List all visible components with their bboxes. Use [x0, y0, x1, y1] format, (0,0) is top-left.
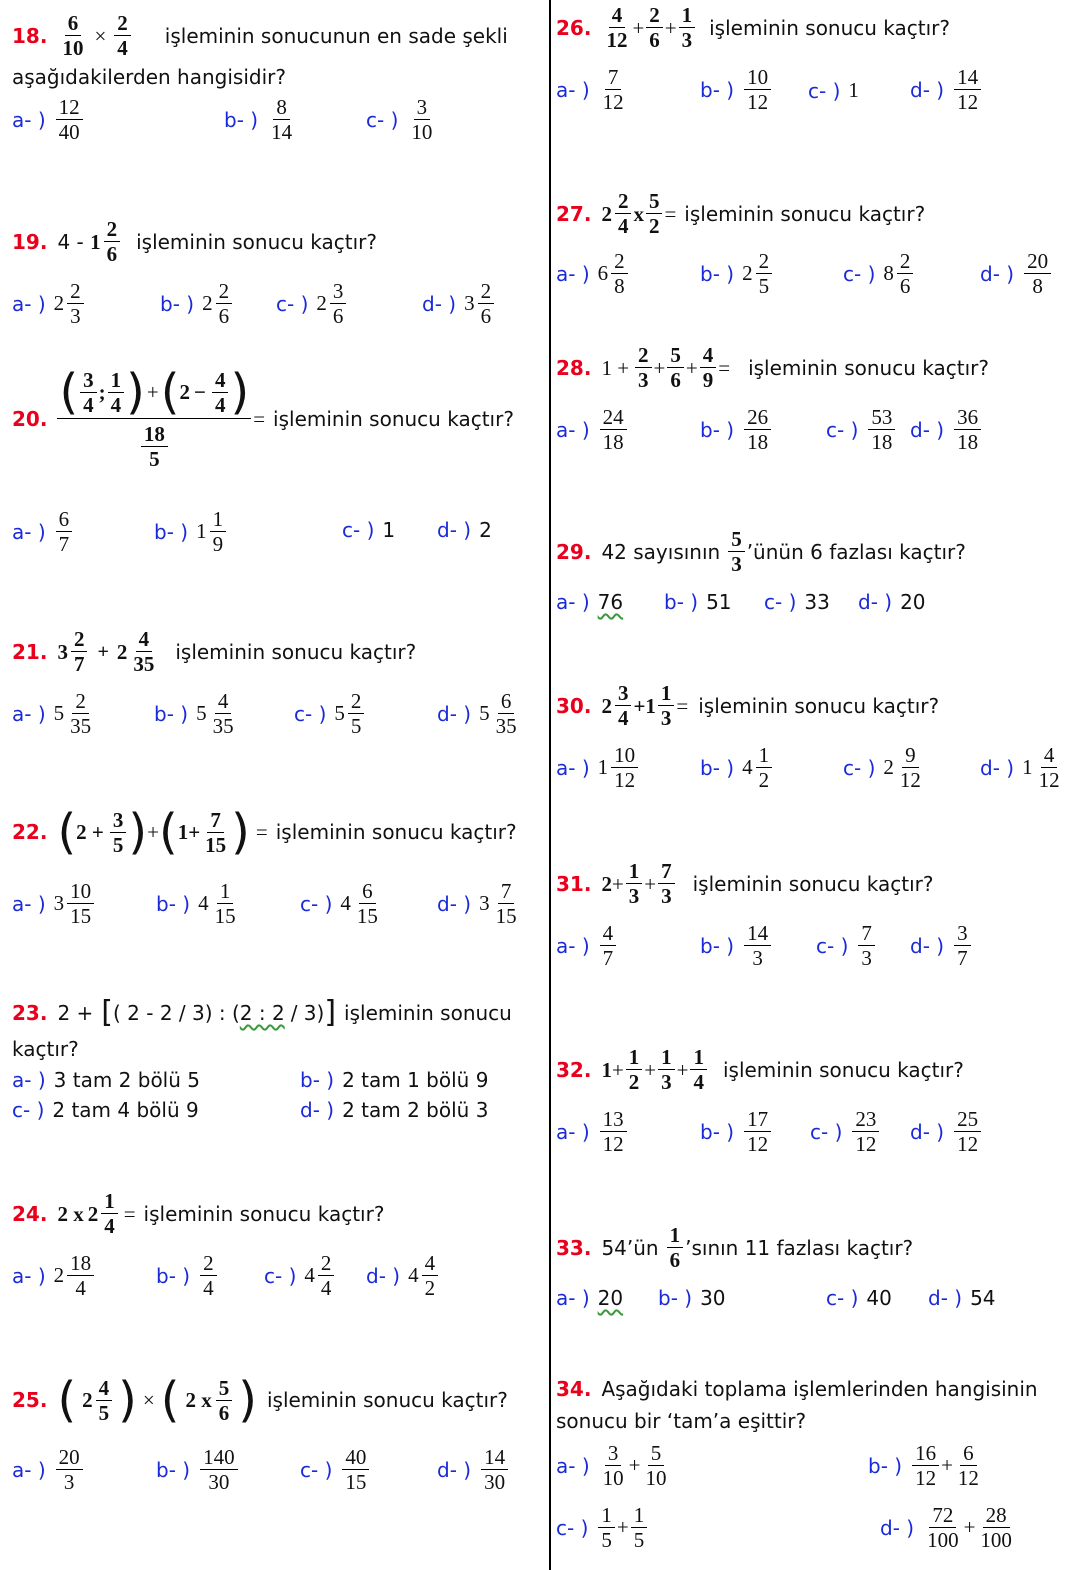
question-31: 31. 2 + $\frac{1}{3}$ + $\frac{7}{3}$ işleminin sonucu kaçtır?	[556, 859, 934, 908]
option-b[interactable]: b- ) 2 tam 1 bölü 9	[300, 1068, 489, 1092]
fraction: $\frac{6}{10}$	[62, 11, 84, 60]
question-18	[12, 12, 508, 59]
question-23: 23. 2 + [ ( 2 - 2 / 3) : ( 2 : 2 / 3) ] işleminin sonucu	[12, 995, 512, 1030]
question-22: 22. ( 2 + $\frac{3}{5}$ ) + ( 1+ $\frac{7}{15}$ ) = işleminin sonucu kaçtır?	[12, 804, 517, 860]
option-a[interactable]: a- ) 2 $\frac{2}{3}$	[12, 280, 86, 327]
option-d[interactable]: d- ) 1 $\frac{4}{12}$	[980, 743, 1060, 792]
option-d[interactable]: d- ) 2 tam 2 bölü 3	[300, 1098, 489, 1122]
question-text-continued: sonucu bir ‘tam’a eşittir?	[556, 1409, 807, 1433]
option-b[interactable]: b- ) 51	[664, 590, 732, 614]
option-a[interactable]: a- ) 6 $\frac{2}{8}$	[556, 250, 630, 297]
option-d[interactable]: d- ) 54	[928, 1286, 996, 1310]
option-c[interactable]: c- ) 1	[808, 78, 859, 103]
option-b[interactable]: b- ) $\frac{140}{30}$	[156, 1446, 240, 1493]
option-b[interactable]: b- ) $\frac{14}{3}$	[700, 922, 773, 969]
option-d[interactable]: d- ) $\frac{14}{12}$	[910, 66, 983, 113]
option-d[interactable]: d- ) 5 $\frac{6}{35}$	[437, 689, 517, 738]
option-d[interactable]: d- ) 2	[437, 518, 492, 542]
question-24: 24. 2 x 2 $\frac{1}{4}$ = işleminin sonucu kaçtır?	[12, 1189, 385, 1238]
option-a[interactable]: a- ) $\frac{20}{3}$	[12, 1446, 85, 1493]
option-c[interactable]: c- ) 4 $\frac{6}{15}$	[300, 879, 378, 928]
question-34: 34. Aşağıdaki toplama işlemlerinden hangisinin	[556, 1377, 1038, 1401]
option-d[interactable]: d- ) 3 $\frac{2}{6}$	[422, 280, 496, 327]
option-a[interactable]: a- ) 3 tam 2 bölü 5	[12, 1068, 200, 1092]
option-d[interactable]: d- ) 4 $\frac{4}{2}$	[366, 1252, 440, 1299]
option-a[interactable]: a- ) $\frac{13}{12}$	[556, 1108, 629, 1155]
question-expression: $\frac{6}{10}$ × $\frac{2}{4}$	[57, 12, 132, 59]
question-26: 26. $\frac{4}{12}$ + $\frac{2}{6}$ + $\frac{1}{3}$ işleminin sonucu kaçtır?	[556, 3, 951, 52]
option-d[interactable]: d- ) $\frac{14}{30}$	[437, 1446, 510, 1493]
option-d[interactable]: d- ) $\frac{20}{8}$	[980, 250, 1053, 297]
option-a[interactable]: a- ) 76	[556, 590, 624, 614]
option-d[interactable]: d- ) $\frac{25}{12}$	[910, 1108, 983, 1155]
option-d[interactable]: d- ) 20	[858, 590, 926, 614]
option-a[interactable]: a- ) 3 $\frac{10}{15}$	[12, 880, 96, 927]
option-b[interactable]: b- ) $\frac{17}{12}$	[700, 1108, 773, 1155]
option-b[interactable]: b- ) 1 $\frac{1}{9}$	[154, 508, 228, 555]
question-30: 30. 2 $\frac{3}{4}$ +1 $\frac{1}{3}$ = işleminin sonucu kaçtır?	[556, 681, 940, 730]
question-20: 20. ( $\frac{3}{4}$ ; $\frac{1}{4}$ ) + ( 2 − $\frac{4}{4}$ ) $\frac{18}{5}$ = işleminin sonucu kaçtır?	[12, 364, 514, 471]
option-b[interactable]: b- ) $\frac{2}{4}$	[156, 1252, 219, 1299]
option-b[interactable]: b- ) $\frac{26}{18}$	[700, 406, 773, 453]
option-c[interactable]: c- ) 1	[342, 518, 396, 542]
fraction: $\frac{2}{4}$	[114, 12, 131, 59]
option-d[interactable]: d- ) $\frac{72}{100}$ + $\frac{28}{100}$	[880, 1503, 1012, 1552]
option-a[interactable]: a- ) $\frac{4}{7}$	[556, 922, 618, 969]
option-b[interactable]: b- ) 2 $\frac{2}{5}$	[700, 250, 774, 297]
option-c[interactable]: c- ) 5 $\frac{2}{5}$	[294, 690, 366, 737]
question-text-continued: aşağıdakilerden hangisidir?	[12, 65, 286, 89]
option-c[interactable]: c- ) $\frac{7}{3}$	[816, 922, 877, 969]
option-b[interactable]: b- ) $\frac{8}{14}$	[224, 95, 293, 144]
option-b[interactable]: b- ) 2 $\frac{2}{6}$	[160, 280, 234, 327]
question-28: 28. 1 + $\frac{2}{3}$ + $\frac{5}{6}$ + $\frac{4}{9}$ = işleminin sonucu kaçtır?	[556, 343, 989, 392]
complex-fraction: ( $\frac{3}{4}$ ; $\frac{1}{4}$ ) + ( 2 − $\frac{4}{4}$ ) $\frac{18}{5}$	[59, 364, 250, 471]
option-c[interactable]: c- ) $\frac{23}{12}$	[810, 1108, 881, 1155]
question-25: 25. ( 2 $\frac{4}{5}$ ) × ( 2 x $\frac{5}{6}$ ) işleminin sonucu kaçtır?	[12, 1372, 508, 1428]
option-b[interactable]: b- ) 30	[658, 1286, 726, 1310]
option-c[interactable]: c- ) 33	[764, 590, 830, 614]
option-c[interactable]: c- ) $\frac{40}{15}$	[300, 1446, 371, 1493]
option-c[interactable]: c- ) 2 $\frac{9}{12}$	[843, 743, 921, 792]
option-a[interactable]: a- ) 2 $\frac{18}{4}$	[12, 1252, 96, 1299]
question-19: 19. 4 - 1 $\frac{2}{6}$ işleminin sonucu kaçtır?	[12, 217, 377, 266]
option-b[interactable]: b- ) 4 $\frac{1}{2}$	[700, 744, 774, 791]
question-32: 32. 1 + $\frac{1}{2}$ + $\frac{1}{3}$ + $\frac{1}{4}$ işleminin sonucu kaçtır?	[556, 1045, 964, 1094]
fraction: $\frac{2}{6}$	[104, 218, 121, 265]
option-b[interactable]: b- ) $\frac{10}{12}$	[700, 66, 773, 113]
option-c[interactable]: c- ) $\frac{1}{5}$ + $\frac{1}{5}$	[556, 1504, 649, 1551]
option-c[interactable]: c- ) $\frac{3}{10}$	[366, 95, 433, 144]
option-a[interactable]: a- ) $\frac{3}{10}$ + $\frac{5}{10}$	[556, 1441, 667, 1490]
option-c[interactable]: c- ) 4 $\frac{2}{4}$	[264, 1252, 336, 1299]
option-a[interactable]: a- ) 20	[556, 1286, 624, 1310]
option-b[interactable]: b- ) $\frac{16}{12}$ + $\frac{6}{12}$	[868, 1441, 979, 1490]
option-c[interactable]: c- ) 40	[826, 1286, 892, 1310]
option-c[interactable]: c- ) $\frac{53}{18}$	[826, 406, 897, 453]
option-d[interactable]: d- ) $\frac{36}{18}$	[910, 406, 983, 453]
column-divider	[549, 0, 551, 1570]
question-33: 33. 54’ün $\frac{1}{6}$ ’sının 11 fazlası kaçtır?	[556, 1223, 914, 1272]
option-d[interactable]: d- ) $\frac{3}{7}$	[910, 922, 973, 969]
option-a[interactable]: a- ) $\frac{24}{18}$	[556, 406, 629, 453]
option-b[interactable]: b- ) 4 $\frac{1}{15}$	[156, 879, 236, 928]
question-21: 21. 3 $\frac{2}{7}$ + 2 $\frac{4}{35}$ işleminin sonucu kaçtır?	[12, 627, 417, 676]
question-text-continued: kaçtır?	[12, 1037, 79, 1061]
option-a[interactable]: a- ) 5 $\frac{2}{35}$	[12, 689, 92, 738]
question-text: işleminin sonucunun en sade şekli	[164, 23, 508, 48]
option-c[interactable]: c- ) 2 $\frac{3}{6}$	[276, 280, 348, 327]
question-27: 27. 2 $\frac{2}{4}$ x $\frac{5}{2}$ = işleminin sonucu kaçtır?	[556, 189, 926, 238]
question-29: 29. 42 sayısının $\frac{5}{3}$ ’ünün 6 fazlası kaçtır?	[556, 527, 966, 576]
option-c[interactable]: c- ) 2 tam 4 bölü 9	[12, 1098, 199, 1122]
option-a[interactable]: a- ) $\frac{7}{12}$	[556, 65, 624, 114]
option-a[interactable]: a- ) 1 $\frac{10}{12}$	[556, 744, 640, 791]
option-c[interactable]: c- ) 8 $\frac{2}{6}$	[843, 250, 915, 297]
option-a[interactable]: a- ) $\frac{6}{7}$	[12, 508, 74, 555]
option-b[interactable]: b- ) 5 $\frac{4}{35}$	[154, 689, 234, 738]
option-a[interactable]: a- ) $\frac{12}{40}$	[12, 96, 85, 143]
question-number: 18.	[12, 23, 48, 48]
option-d[interactable]: d- ) 3 $\frac{7}{15}$	[437, 879, 517, 928]
